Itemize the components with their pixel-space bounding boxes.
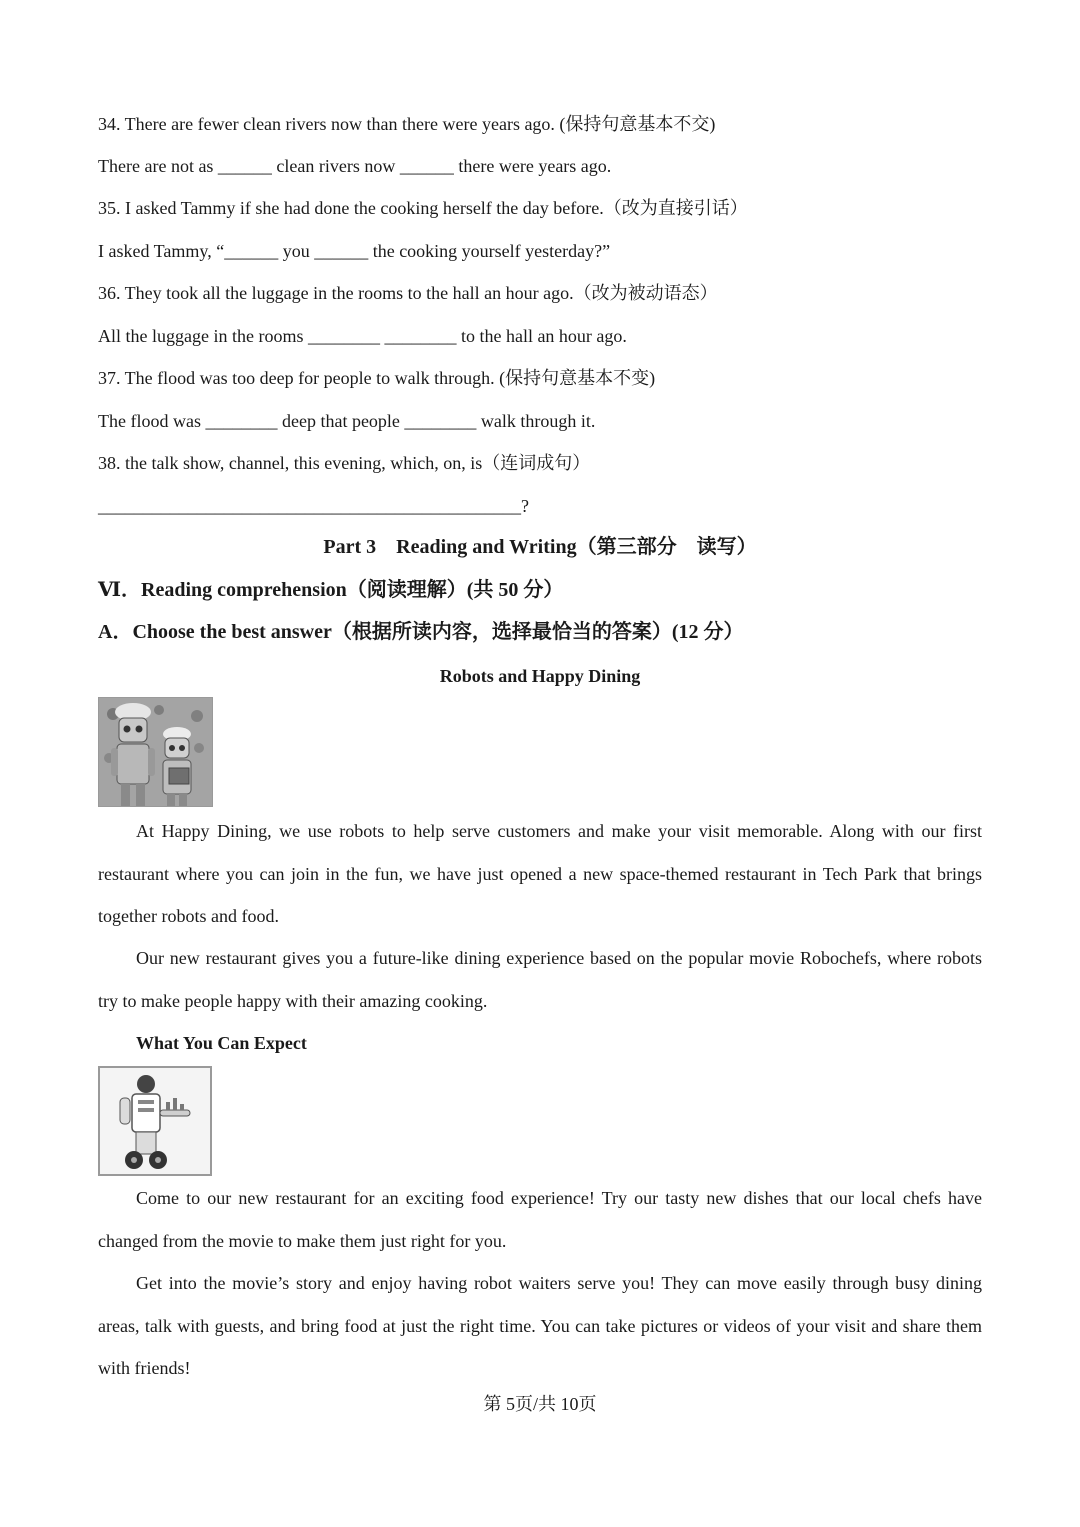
question-36-answer-line: All the luggage in the rooms ________ ________ to the hall an hour ago. bbox=[98, 326, 627, 346]
article-paragraph-1-text: At Happy Dining, we use robots to help serve customers and make your visit memorable. Along with our first restaurant where you can join in the fun, we have just opened a new space-themed restaurant in Tech Park that brings together robots and food. bbox=[98, 821, 982, 926]
article-paragraph-1 bbox=[98, 810, 982, 938]
question-34-prompt: 34. There are fewer clean rivers now than there were years ago. (保持句意基本不交) bbox=[98, 114, 716, 134]
article-paragraph-4 bbox=[98, 1262, 982, 1390]
page-footer: 第 5页/共 10页 bbox=[483, 1394, 597, 1414]
question-35-answer-line: I asked Tammy, “______ you ______ the cooking yourself yesterday?” bbox=[98, 241, 611, 261]
question-37-answer-line: The flood was ________ deep that people ________ walk through it. bbox=[98, 411, 596, 431]
question-36-prompt: 36. They took all the luggage in the rooms to the hall an hour ago.（改为被动语态） bbox=[98, 283, 718, 303]
article-paragraph-4-text: Get into the movie’s story and enjoy having robot waiters serve you! They can move easily through busy dining areas, talk with guests, and bring food at just the right time. You can take pictures or videos of your visit and share them with friends! bbox=[98, 1273, 982, 1378]
article-paragraph-2-text: Our new restaurant gives you a future-like dining experience based on the popular movie Robochefs, where robots try to make people happy with their amazing cooking. bbox=[98, 948, 982, 1011]
article-title: Robots and Happy Dining bbox=[439, 666, 641, 686]
question-34-answer-line: There are not as ______ clean rivers now ______ there were years ago. bbox=[98, 156, 612, 176]
robot-waiter-image bbox=[98, 1066, 212, 1176]
article-paragraph-2 bbox=[98, 937, 982, 1022]
article-paragraph-3 bbox=[98, 1177, 982, 1262]
robot-chefs-image bbox=[98, 697, 213, 807]
question-38-prompt: 38. the talk show, channel, this evening, which, on, is（连词成句） bbox=[98, 453, 591, 473]
question-37-prompt: 37. The flood was too deep for people to walk through. (保持句意基本不变) bbox=[98, 368, 656, 388]
subsection-heading: A．Choose the best answer（根据所读内容，选择最恰当的答案）(12 分） bbox=[98, 621, 744, 643]
article-paragraph-3-text: Come to our new restaurant for an exciting food experience! Try our tasty new dishes that our local chefs have changed from the movie to make them just right for you. bbox=[98, 1188, 982, 1251]
expect-subheading: What You Can Expect bbox=[136, 1033, 307, 1053]
robot-chefs-illustration bbox=[99, 698, 212, 806]
section-heading: Ⅵ．Reading comprehension（阅读理解）(共 50 分） bbox=[98, 579, 564, 601]
question-35-prompt: 35. I asked Tammy if she had done the cooking herself the day before.（改为直接引话） bbox=[98, 198, 748, 218]
part3-heading: Part 3 Reading and Writing（第三部分 读写） bbox=[323, 536, 757, 558]
question-38-answer-line: _______________________________________________? bbox=[98, 496, 529, 516]
robot-waiter-illustration bbox=[100, 1068, 210, 1174]
